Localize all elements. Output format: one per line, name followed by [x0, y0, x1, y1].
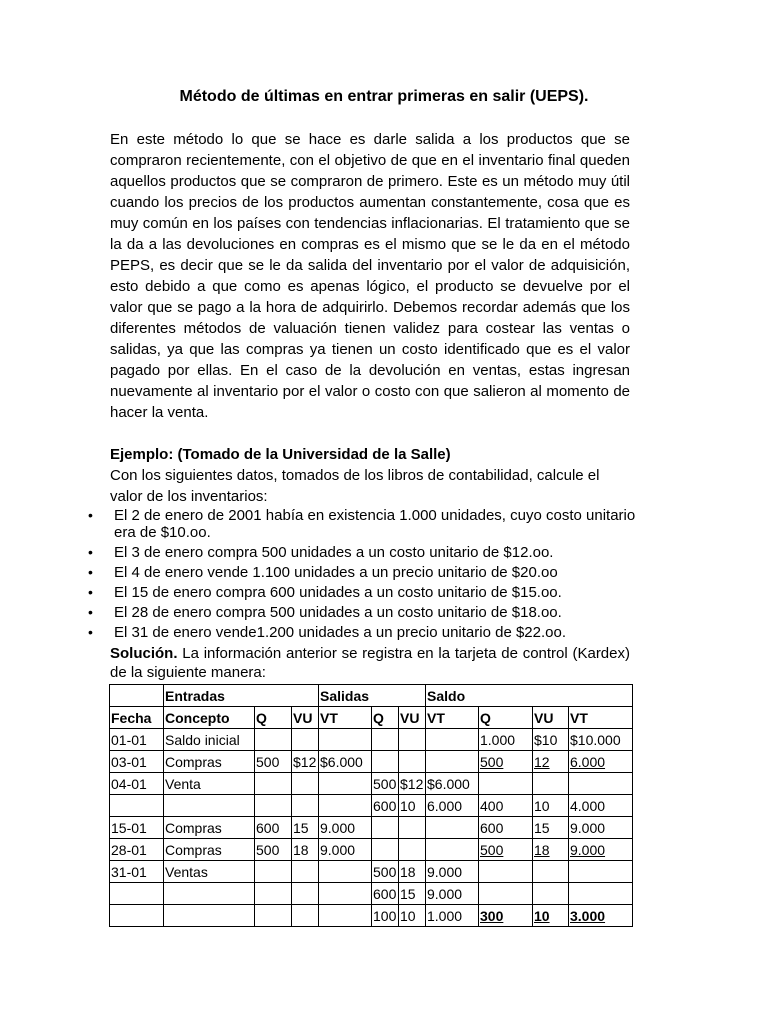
table-cell: $6.000 — [319, 751, 372, 773]
table-cell — [426, 729, 479, 751]
group-header-saldo: Saldo — [426, 685, 633, 707]
table-cell — [399, 817, 426, 839]
table-cell — [319, 861, 372, 883]
table-cell: 6.000 — [569, 751, 633, 773]
table-cell: 10 — [399, 795, 426, 817]
table-cell — [533, 773, 569, 795]
table-cell — [110, 685, 164, 707]
table-cell: 18 — [533, 839, 569, 861]
table-cell — [479, 773, 533, 795]
table-cell: 600 — [255, 817, 292, 839]
table-cell: 9.000 — [319, 817, 372, 839]
table-cell: 9.000 — [426, 861, 479, 883]
table-cell — [292, 861, 319, 883]
table-cell — [479, 883, 533, 905]
column-header: VU — [399, 707, 426, 729]
table-cell — [319, 729, 372, 751]
table-cell — [292, 773, 319, 795]
table-cell: 6.000 — [426, 795, 479, 817]
table-cell: 01-01 — [110, 729, 164, 751]
table-cell: 12 — [533, 751, 569, 773]
table-row — [110, 795, 633, 817]
table-cell: Ventas — [164, 861, 255, 883]
table-cell — [164, 883, 255, 905]
table-cell: 3.000 — [569, 905, 633, 927]
method-description: En este método lo que se hace es darle salida a los productos que se compraron recientemente, con el objetivo de que en el inventario final queden aquellos productos que se compraron de primero. Este es un método muy útil cuando los precios de los productos aumentan constantemente, cosa que es muy común en los países con tendencias inflacionarias. El tratamiento que se la da a las devoluciones en compras es el mismo que se le da en el método PEPS, es decir que se le da salida del inventario por el valor de adquisición, esto debido a que como es apenas lógico, el producto se devuelve por el valor que se pago a la hora de adquirirlo. Debemos recordar además que los diferentes métodos de valuación tienen validez para costear las ventas o salidas, ya que las compras ya tienen un costo identificado que es el valor pagado por ellas. En el caso de la devolución en ventas, estas ingresan nuevamente al inventario por el valor o costo con que salieron al momento de hacer la venta. — [110, 131, 630, 421]
table-cell — [426, 839, 479, 861]
table-cell: 100 — [372, 905, 399, 927]
solution-label: Solución. — [110, 645, 178, 662]
column-header: VT — [569, 707, 633, 729]
bullet-icon: • — [88, 604, 93, 620]
table-row — [110, 883, 633, 905]
table-cell: 1.000 — [479, 729, 533, 751]
column-header: Q — [255, 707, 292, 729]
column-header-row — [110, 707, 633, 729]
table-cell — [319, 795, 372, 817]
table-cell — [569, 861, 633, 883]
kardex-body — [110, 729, 633, 927]
table-cell: 9.000 — [569, 817, 633, 839]
list-item: • El 28 de enero compra 500 unidades a un costo unitario de $18.oo. — [88, 604, 562, 621]
table-cell: 500 — [372, 773, 399, 795]
document-title: Método de últimas en entrar primeras en salir (UEPS). — [179, 88, 589, 105]
table-cell — [319, 883, 372, 905]
table-cell — [569, 773, 633, 795]
example-intro: Con los siguientes datos, tomados de los libros de contabilidad, calcule el valor de los inventarios: — [110, 467, 600, 505]
table-cell: $10 — [533, 729, 569, 751]
table-cell: 15 — [292, 817, 319, 839]
solution-text: La información anterior se registra en la tarjeta de control (Kardex) de la siguiente manera: — [110, 645, 630, 681]
table-cell — [110, 795, 164, 817]
column-header: Q — [372, 707, 399, 729]
table-row — [110, 861, 633, 883]
table-cell — [292, 905, 319, 927]
table-cell — [255, 795, 292, 817]
table-cell: 15 — [533, 817, 569, 839]
table-cell — [292, 795, 319, 817]
bullet-icon: • — [88, 584, 93, 600]
table-row — [110, 729, 633, 751]
table-cell — [399, 751, 426, 773]
table-cell — [255, 883, 292, 905]
list-item: • El 4 de enero vende 1.100 unidades a un precio unitario de $20.oo — [88, 564, 558, 581]
table-row — [110, 751, 633, 773]
table-cell: 500 — [372, 861, 399, 883]
list-item: • El 3 de enero compra 500 unidades a un costo unitario de $12.oo. — [88, 544, 554, 561]
table-cell: 600 — [372, 883, 399, 905]
table-cell — [255, 773, 292, 795]
table-row — [110, 817, 633, 839]
table-cell: 4.000 — [569, 795, 633, 817]
column-header: Concepto — [164, 707, 255, 729]
table-cell — [255, 905, 292, 927]
table-cell: 18 — [292, 839, 319, 861]
table-cell — [372, 751, 399, 773]
table-cell: Venta — [164, 773, 255, 795]
example-heading: Ejemplo: (Tomado de la Universidad de la Salle) — [110, 446, 451, 463]
table-row — [110, 905, 633, 927]
table-cell: 31-01 — [110, 861, 164, 883]
column-header: Fecha — [110, 707, 164, 729]
table-cell: 10 — [533, 905, 569, 927]
column-header: VT — [319, 707, 372, 729]
column-header: VT — [426, 707, 479, 729]
list-item: • El 15 de enero compra 600 unidades a un costo unitario de $15.oo. — [88, 584, 562, 601]
table-cell: $6.000 — [426, 773, 479, 795]
table-row — [110, 773, 633, 795]
table-cell — [399, 839, 426, 861]
bullet-icon: • — [88, 624, 93, 640]
table-cell: 300 — [479, 905, 533, 927]
table-cell: 15-01 — [110, 817, 164, 839]
table-cell — [372, 839, 399, 861]
table-cell: 500 — [255, 839, 292, 861]
column-header: Q — [479, 707, 533, 729]
table-cell — [164, 905, 255, 927]
table-cell: 9.000 — [426, 883, 479, 905]
table-cell — [533, 883, 569, 905]
bullet-icon: • — [88, 544, 93, 560]
kardex-table — [109, 684, 633, 927]
table-cell: 1.000 — [426, 905, 479, 927]
column-header: VU — [533, 707, 569, 729]
table-cell — [426, 751, 479, 773]
table-cell — [533, 861, 569, 883]
group-header-entradas: Entradas — [164, 685, 319, 707]
table-cell: 10 — [399, 905, 426, 927]
table-cell — [372, 817, 399, 839]
table-cell — [255, 729, 292, 751]
table-cell: $12 — [292, 751, 319, 773]
solution-paragraph — [110, 644, 630, 682]
group-header-salidas: Salidas — [319, 685, 426, 707]
table-cell — [255, 861, 292, 883]
table-cell: 500 — [479, 751, 533, 773]
table-cell: 18 — [399, 861, 426, 883]
table-cell: Compras — [164, 751, 255, 773]
table-cell: 9.000 — [319, 839, 372, 861]
table-cell — [399, 729, 426, 751]
table-cell: 600 — [372, 795, 399, 817]
group-header-row — [110, 685, 633, 707]
table-cell — [292, 883, 319, 905]
table-cell — [319, 773, 372, 795]
table-cell: 28-01 — [110, 839, 164, 861]
table-cell: Compras — [164, 817, 255, 839]
bullet-icon: • — [88, 507, 93, 523]
bullet-icon: • — [88, 564, 93, 580]
transactions-list — [84, 507, 644, 644]
table-cell: 10 — [533, 795, 569, 817]
table-row — [110, 839, 633, 861]
table-cell — [426, 817, 479, 839]
column-header: VU — [292, 707, 319, 729]
table-cell: 04-01 — [110, 773, 164, 795]
table-cell: 15 — [399, 883, 426, 905]
table-cell: $10.000 — [569, 729, 633, 751]
list-item: • El 31 de enero vende1.200 unidades a un precio unitario de $22.oo. — [88, 624, 567, 641]
table-cell: 600 — [479, 817, 533, 839]
table-cell — [110, 905, 164, 927]
table-cell: 9.000 — [569, 839, 633, 861]
table-cell — [479, 861, 533, 883]
table-cell: 500 — [255, 751, 292, 773]
list-item: • El 2 de enero de 2001 había en existencia 1.000 unidades, cuyo costo unitario era de $10.oo. — [88, 507, 636, 541]
table-cell — [372, 729, 399, 751]
table-cell: 03-01 — [110, 751, 164, 773]
table-cell — [292, 729, 319, 751]
table-cell: Compras — [164, 839, 255, 861]
table-cell — [110, 883, 164, 905]
table-cell: $12 — [399, 773, 426, 795]
table-cell: 400 — [479, 795, 533, 817]
table-cell — [319, 905, 372, 927]
table-cell — [164, 795, 255, 817]
table-cell: Saldo inicial — [164, 729, 255, 751]
table-cell: 500 — [479, 839, 533, 861]
table-cell — [569, 883, 633, 905]
